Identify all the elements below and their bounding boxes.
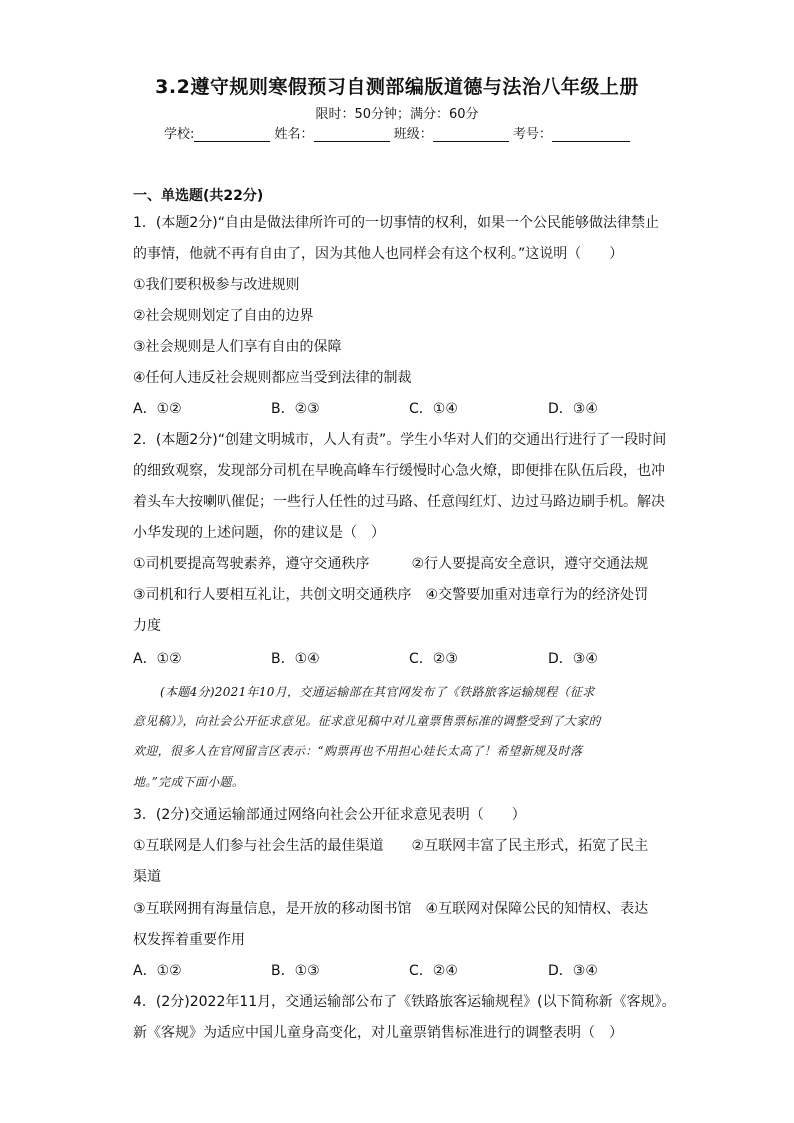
- q4-stem-line-2: 新《客规》为适应中国儿童身高变化，对儿童票销售标准进行的调整表明（ ）: [133, 1025, 623, 1041]
- material-line-1: (本题4分)2021年10月，交通运输部在其官网发布了《铁路旅客运输规程（征求: [160, 685, 595, 699]
- q3-option-d[interactable]: D．③④: [548, 963, 598, 979]
- q1-option-b[interactable]: B．②③: [271, 401, 320, 417]
- q1-option-a[interactable]: A．①②: [133, 401, 182, 417]
- q4-stem-line-1: 4．(2分)2022年11月，交通运输部公布了《铁路旅客运输规程》(以下简称新《客规》。: [133, 994, 676, 1010]
- page-title: 3.2遵守规则寒假预习自测部编版道德与法治八年级上册: [155, 76, 639, 98]
- q3-statement-2-cont: 渠道: [133, 869, 161, 885]
- q2-stem-line-1: 2．(本题2分)“创建文明城市，人人有责”。学生小华对人们的交通出行进行了一段时间: [133, 432, 667, 448]
- q1-statement-3: ③社会规则是人们享有自由的保障: [133, 339, 342, 355]
- class-label: 班级：: [393, 127, 433, 142]
- q2-stem-line-2: 的细致观察，发现部分司机在早晚高峰车行缓慢时心急火燎，即便排在队伍后段，也冲: [133, 463, 665, 479]
- name-blank[interactable]: [314, 127, 390, 142]
- q3-option-a[interactable]: A．①②: [133, 963, 182, 979]
- q1-stem-line-1: 1．(本题2分)“自由是做法律所许可的一切事情的权利，如果一个公民能够做法律禁止: [133, 215, 659, 231]
- q2-option-a[interactable]: A．①②: [133, 651, 182, 667]
- material-line-3: 欢迎，很多人在官网留言区表示：“购票再也不用担心娃长太高了！希望新规及时落: [133, 744, 583, 758]
- q2-option-b[interactable]: B．①④: [271, 651, 320, 667]
- q2-option-d[interactable]: D．③④: [548, 651, 598, 667]
- material-line-4: 地。”完成下面小题。: [133, 775, 245, 789]
- school-blank[interactable]: [194, 127, 270, 142]
- exam-number-blank[interactable]: [552, 127, 630, 142]
- q1-statement-4: ④任何人违反社会规则都应当受到法律的制裁: [133, 370, 412, 386]
- q1-stem-line-2: 的事情，他就不再有自由了，因为其他人也同样会有这个权利。”这说明（ ）: [133, 246, 624, 262]
- q2-statements-1-2: ①司机要提高驾驶素养，遵守交通秩序 ②行人要提高安全意识，遵守交通法规: [133, 556, 649, 572]
- time-score-limits: 限时：50分钟；满分：60分: [315, 107, 479, 122]
- section-heading: 一、单选题(共22分): [133, 188, 264, 204]
- q3-statements-3-4: ③互联网拥有海量信息，是开放的移动图书馆 ④互联网对保障公民的知情权、表达: [133, 901, 649, 917]
- q3-statements-1-2: ①互联网是人们参与社会生活的最佳渠道 ②互联网丰富了民主形式，拓宽了民主: [133, 838, 649, 854]
- q1-option-c[interactable]: C．①④: [409, 401, 458, 417]
- q2-statement-4-cont: 力度: [133, 618, 161, 634]
- q1-option-d[interactable]: D．③④: [548, 401, 598, 417]
- student-info-fields: [164, 123, 630, 142]
- q2-stem-line-4: 小华发现的上述问题，你的建议是（ ）: [133, 525, 385, 541]
- name-label: 姓名：: [274, 127, 314, 142]
- q3-stem: 3．(2分)交通运输部通过网络向社会公开征求意见表明（ ）: [133, 807, 526, 823]
- q2-stem-line-3: 着头车大按喇叭催促；一些行人任性的过马路、任意闯红灯、边过马路边刷手机。解决: [133, 494, 665, 510]
- q2-statements-3-4: ③司机和行人要相互礼让，共创文明交通秩序 ④交警要加重对违章行为的经济处罚: [133, 587, 649, 603]
- q2-option-c[interactable]: C．②③: [409, 651, 458, 667]
- class-blank[interactable]: [433, 127, 509, 142]
- exam-number-label: 考号：: [512, 127, 552, 142]
- q3-option-b[interactable]: B．①③: [271, 963, 320, 979]
- q3-statement-4-cont: 权发挥着重要作用: [133, 932, 245, 948]
- material-line-2: 意见稿）》，向社会公开征求意见。征求意见稿中对儿童票售票标准的调整受到了大家的: [133, 714, 601, 728]
- q1-statement-1: ①我们要积极参与改进规则: [133, 277, 300, 293]
- q1-statement-2: ②社会规则划定了自由的边界: [133, 308, 314, 324]
- q3-option-c[interactable]: C．②④: [409, 963, 458, 979]
- school-label: 学校:: [164, 127, 195, 142]
